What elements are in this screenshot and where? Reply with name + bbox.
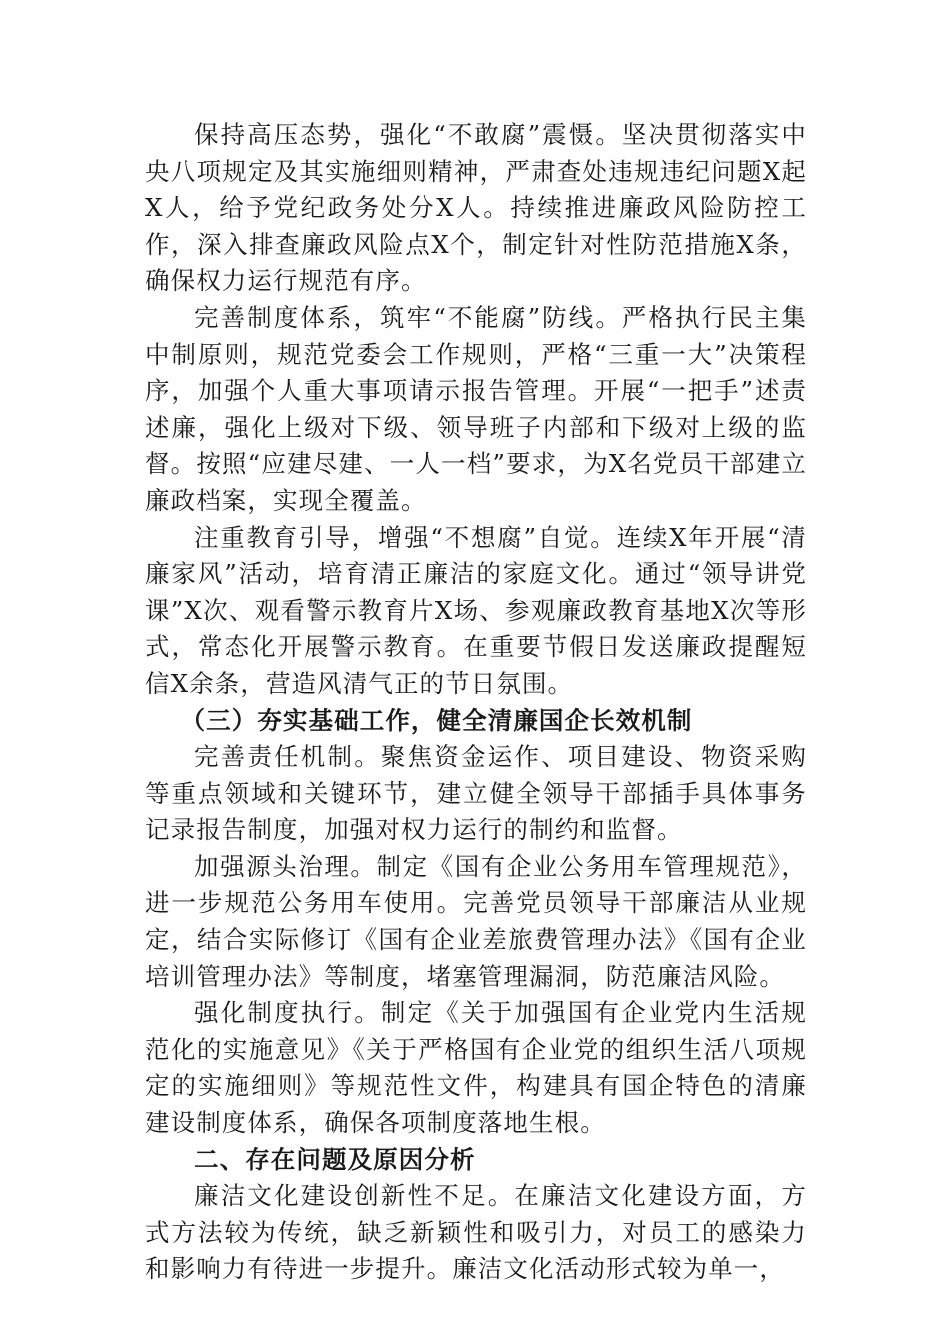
document-page [145, 117, 807, 1288]
section-heading-2: 二、存在问题及原因分析 [194, 1144, 476, 1174]
paragraph-source-governance: 加强源头治理。制定《国有企业公务用车管理规范》，进一步规范公务用车使用。完善党员领导干部廉洁从业规定，结合实际修订《国有企业差旅费管理办法》《国有企业培训管理办法》等制度，堵塞管理漏洞，防范廉洁风险。 [145, 851, 807, 991]
paragraph-system-building: 完善制度体系，筑牢“不能腐”防线。严格执行民主集中制原则，规范党委会工作规则，严格“三重一大”决策程序，加强个人重大事项请示报告管理。开展“一把手”述责述廉，强化上级对下级、领导班子内部和下级对上级的监督。按照“应建尽建、一人一档”要求，为X名党员干部建立廉政档案，实现全覆盖。 [145, 302, 807, 515]
section-subheading-3: （三）夯实基础工作，健全清廉国企长效机制 [180, 705, 693, 735]
paragraph-high-pressure: 保持高压态势，强化“不敢腐”震慑。坚决贯彻落实中央八项规定及其实施细则精神，严肃查处违规违纪问题X起X人，给予党纪政务处分X人。持续推进廉政风险防控工作，深入排查廉政风险点X个，制定针对性防范措施X条，确保权力运行规范有序。 [145, 120, 807, 296]
paragraph-culture-innovation: 廉洁文化建设创新性不足。在廉洁文化建设方面，方式方法较为传统，缺乏新颖性和吸引力，对员工的感染力和影响力有待进一步提升。廉洁文化活动形式较为单一， [145, 1181, 807, 1284]
paragraph-execution: 强化制度执行。制定《关于加强国有企业党内生活规范化的实施意见》《关于严格国有企业党的组织生活八项规定的实施细则》等规范性文件，构建具有国企特色的清廉建设制度体系，确保各项制度落地生根。 [145, 998, 807, 1138]
paragraph-responsibility: 完善责任机制。聚焦资金运作、项目建设、物资采购等重点领域和关键环节，建立健全领导干部插手具体事务记录报告制度，加强对权力运行的制约和监督。 [145, 742, 807, 845]
paragraph-education: 注重教育引导，增强“不想腐”自觉。连续X年开展“清廉家风”活动，培育清正廉洁的家庭文化。通过“领导讲党课”X次、观看警示教育片X场、参观廉政教育基地X次等形式，常态化开展警示教育。在重要节假日发送廉政提醒短信X余条，营造风清气正的节日氛围。 [145, 522, 807, 698]
